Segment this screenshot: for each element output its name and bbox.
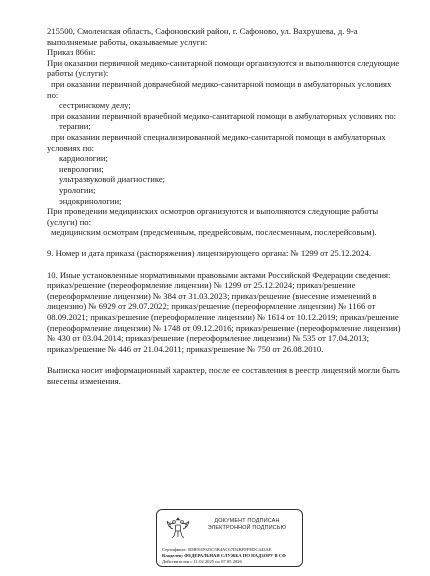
blank-line [47,354,407,365]
stamp-title-line-1: ДОКУМЕНТ ПОДПИСАН [214,518,280,524]
text-line: Выписка носит информационный характер, после ее составления в реестр лицензий могли быть [47,365,400,375]
text-line: 10. Иные установленные нормативными правовыми актами Российской Федерации сведения: [47,269,391,280]
document-body [47,26,407,386]
text-line: при оказании первичной врачебной медико-санитарной помощи в амбулаторных условиях по: [51,110,397,121]
blank-line [47,238,407,249]
text-line: приказ/решение (переоформление лицензии) № 1299 от 25.12.2024; приказ/решение [47,280,356,291]
text-line: приказ/решение № 446 от 21.04.2011; приказ/решение № 750 от 26.08.2010. [47,343,324,354]
text-line: лицензию) № 6929 от 29.07.2022; приказ/решение (переоформление лицензии) № 1166 от [47,301,376,312]
text-line: терапии; [59,121,91,132]
text-line: медицинским осмотрам (предсменным, предрейсовым, послесменным, послерейсовым). [51,227,377,238]
stamp-title-line-2: ЭЛЕКТРОННОЙ ПОДПИСЬЮ [207,525,287,531]
text-line: (переоформление лицензии) № 1748 от 09.12.2016; приказ/решение (переоформление лицензии) [47,322,401,333]
text-line: по: [47,89,59,100]
text-line: выполняемые работы, оказываемые услуги: [47,36,208,47]
text-line: (переоформление лицензии) № 384 от 31.03.2023; приказ/решение (внесение изменений в [47,290,377,301]
text-line: При проведении медицинских осмотров организуются и выполняются следующие работы [47,206,379,217]
text-line: эндокринологии; [59,195,122,206]
electronic-signature-stamp [156,509,303,567]
text-line: внесены изменения. [47,375,121,386]
stamp-validity: Действителен с 11.02.2025 по 07.05.2026 [162,559,242,564]
text-line: При оказании первичной медико-санитарной помощи организуются и выполняются следующие [47,57,400,68]
text-line: при оказании первичной специализированной медико-санитарной помощи в амбулаторных [51,131,386,142]
text-line: 215500, Смоленская область, Сафоновский район, г. Сафоново, ул. Вахрушева, д. 9-а [47,26,358,36]
text-line: 9. Номер и дата приказа (распоряжения) лицензирующего органа: № 1299 от 25.12.2024. [47,248,372,259]
text-line: кардиологии; [59,153,108,164]
text-line: при оказании первичной доврачебной медико-санитарной помощи в амбулаторных условиях [51,78,392,89]
text-line: № 430 от 03.04.2014; приказ/решение (переоформление лицензии) № 535 от 17.04.2013; [47,333,369,344]
text-line: ультразвуковой диагностике; [59,174,166,185]
stamp-title [193,518,301,532]
text-line: неврологии; [59,163,104,174]
text-line: (услуги) по: [47,216,91,227]
blank-line [47,259,407,270]
text-line: урологии; [59,184,96,195]
text-line: Приказ 866н: [47,47,96,58]
text-line: условиях по: [47,142,95,153]
stamp-owner: Владелец: ФЕДЕРАЛЬНАЯ СЛУЖБА ПО НАДЗОРУ В СФ [162,553,286,558]
text-line: сестринскому делу; [59,100,131,111]
stamp-certificate: Сертификат: 0DB91D925C5B4AC67D4BFFFEDC443AE [162,547,272,552]
text-line: работы (услуги): [47,68,109,79]
double-headed-eagle-emblem-icon [165,515,191,541]
text-line: 08.09.2021; приказ/решение (переоформление лицензии) № 1614 от 10.12.2019; приказ/решение [47,312,399,323]
